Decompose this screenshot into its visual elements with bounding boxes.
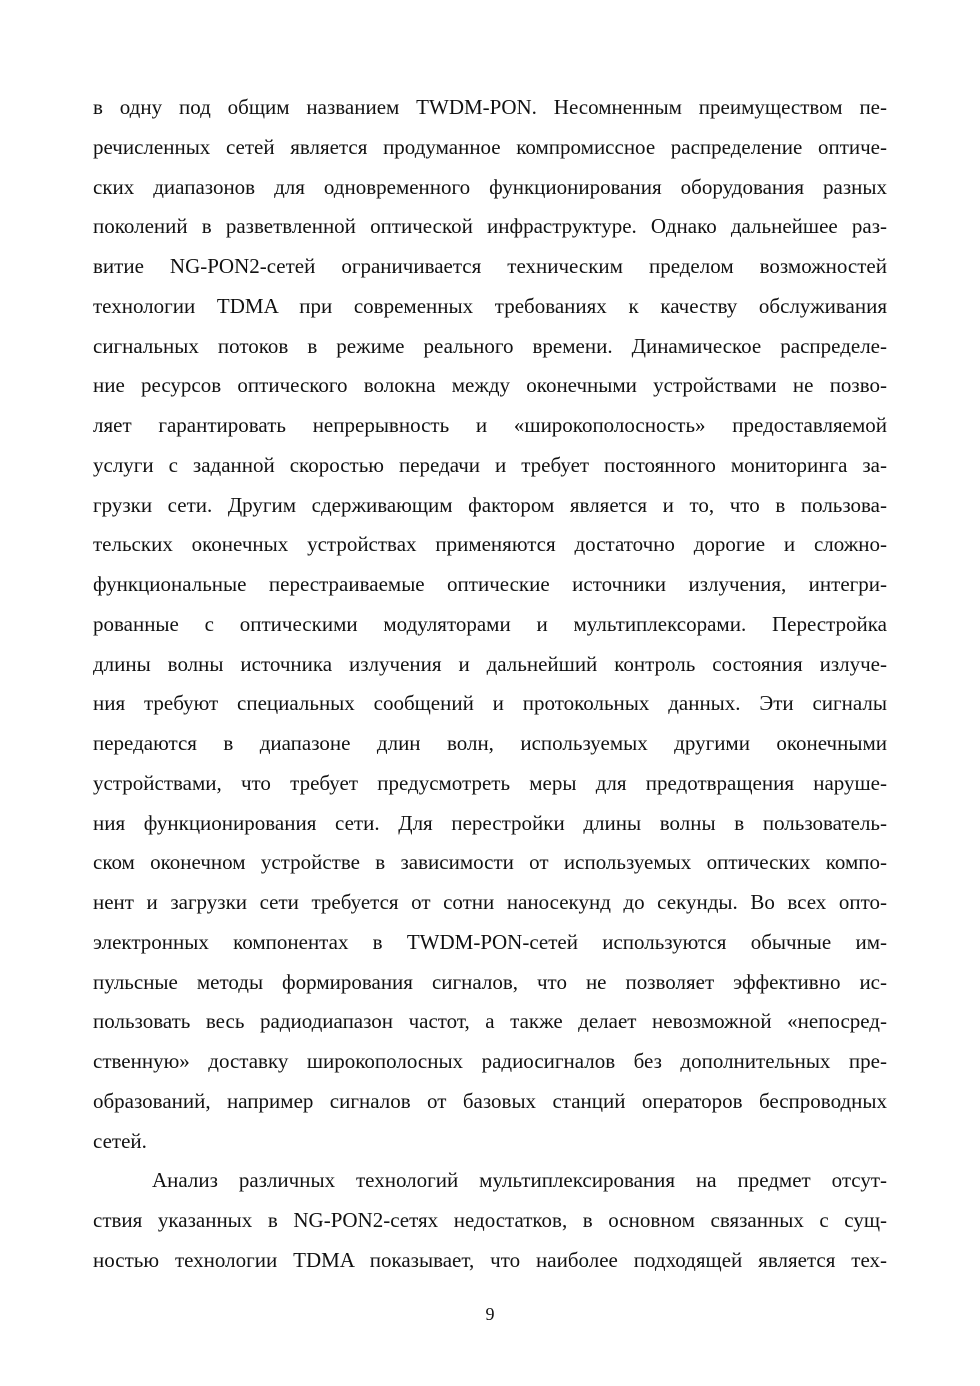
body-text bbox=[93, 88, 887, 1281]
text-line: рованные с оптическими модуляторами и мультиплексорами. Перестройка bbox=[93, 611, 887, 636]
text-line: электронных компонентах в TWDM-PON-сетей используются обычные им- bbox=[93, 929, 887, 954]
text-line: ния функционирования сети. Для перестройки длины волны в пользователь- bbox=[93, 810, 887, 835]
text-line: речисленных сетей является продуманное компромиссное распределение оптиче- bbox=[93, 134, 887, 159]
text-line: нент и загрузки сети требуется от сотни наносекунд до секунды. Во всех опто- bbox=[93, 890, 887, 914]
text-line: витие NG-PON2-сетей ограничивается техническим пределом возможностей bbox=[93, 254, 887, 278]
text-line: образований, например сигналов от базовых станций операторов беспроводных bbox=[93, 1088, 887, 1113]
page-number: 9 bbox=[485, 1304, 495, 1324]
text-line: устройствами, что требует предусмотреть меры для предотвращения наруше- bbox=[93, 770, 887, 795]
text-line: услуги с заданной скоростью передачи и требует постоянного мониторинга за- bbox=[93, 452, 887, 477]
text-line: технологии TDMA при современных требованиях к качеству обслуживания bbox=[93, 293, 887, 318]
text-line: ние ресурсов оптического волокна между оконечными устройствами не позво- bbox=[93, 373, 887, 398]
text-line: длины волны источника излучения и дальнейший контроль состояния излуче- bbox=[93, 651, 887, 676]
text-line: ния требуют специальных сообщений и протокольных данных. Эти сигналы bbox=[93, 691, 887, 716]
text-line: функциональные перестраиваемые оптические источники излучения, интегри- bbox=[93, 572, 887, 596]
text-line: ляет гарантировать непрерывность и «широкополосность» предоставляемой bbox=[93, 413, 887, 437]
text-line: в одну под общим названием TWDM-PON. Несомненным преимуществом пе- bbox=[93, 95, 887, 119]
text-line: ских диапазонов для одновременного функционирования оборудования разных bbox=[93, 174, 887, 199]
text-line: ственную» доставку широкополосных радиосигналов без дополнительных пре- bbox=[93, 1049, 887, 1073]
text-line: ствия указанных в NG-PON2-сетях недостатков, в основном связанных с сущ- bbox=[93, 1208, 887, 1232]
text-line: пользовать весь радиодиапазон частот, а также делает невозможной «непосред- bbox=[93, 1009, 887, 1034]
text-line: ском оконечном устройстве в зависимости от используемых оптических компо- bbox=[93, 850, 887, 875]
text-line: передаются в диапазоне длин волн, используемых другими оконечными bbox=[93, 731, 887, 755]
text-line: грузки сети. Другим сдерживающим фактором является и то, что в пользова- bbox=[93, 492, 887, 517]
text-line: тельских оконечных устройствах применяются достаточно дорогие и сложно- bbox=[93, 532, 887, 557]
text-line: Анализ различных технологий мультиплексирования на предмет отсут- bbox=[152, 1168, 887, 1193]
text-line: ностью технологии TDMA показывает, что наиболее подходящей является тех- bbox=[93, 1247, 887, 1272]
text-line: поколений в разветвленной оптической инфраструктуре. Однако дальнейшее раз- bbox=[93, 214, 887, 239]
text-line: пульсные методы формирования сигналов, что не позволяет эффективно ис- bbox=[93, 969, 887, 994]
text-line: сетей. bbox=[93, 1128, 147, 1153]
text-line: сигнальных потоков в режиме реального времени. Динамическое распределе- bbox=[93, 333, 887, 358]
